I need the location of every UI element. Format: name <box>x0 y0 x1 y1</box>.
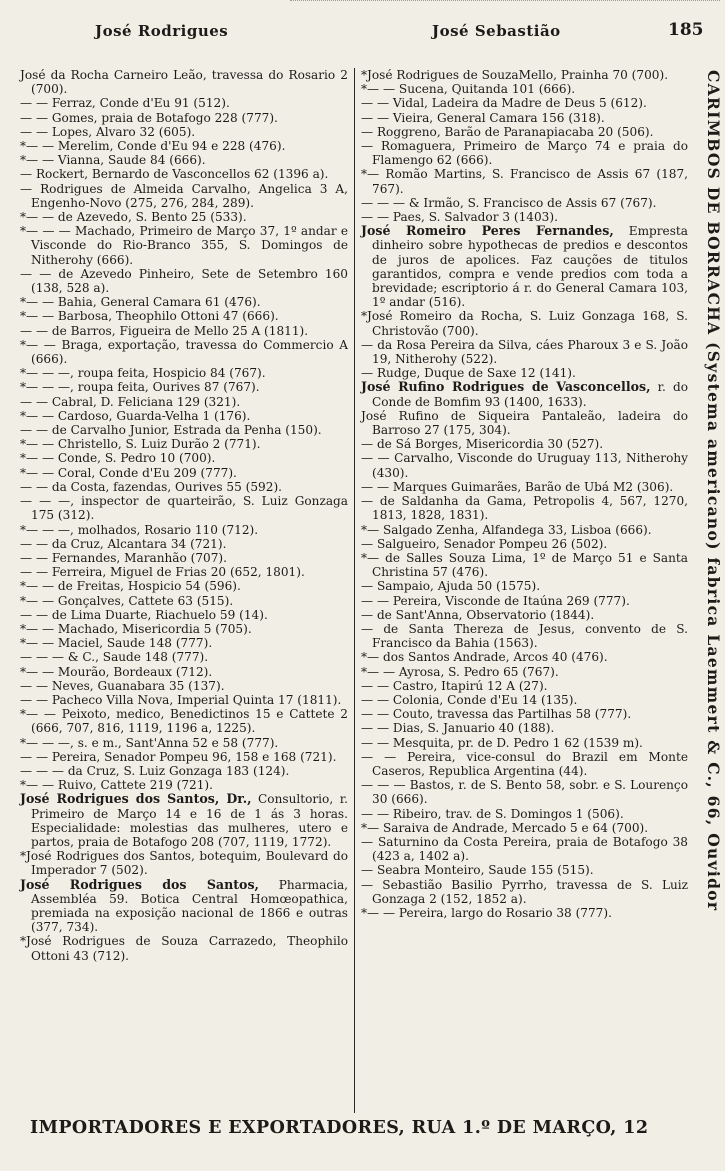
directory-entry: — — Marques Guimarães, Barão de Ubá M2 (306). <box>361 479 674 494</box>
directory-entry: *— — de Azevedo, S. Bento 25 (533). <box>20 210 247 225</box>
directory-entry: *— — Peixoto, medico, Benedictinos 15 e Cattete 2 (666, 707, 816, 1119, 1196 a, 1225). <box>20 707 348 736</box>
directory-entry: — — Pacheco Villa Nova, Imperial Quinta 17 (1811). <box>20 692 342 707</box>
directory-entry: — — Vidal, Ladeira da Madre de Deus 5 (612). <box>361 96 647 111</box>
directory-entry: — — Mesquita, pr. de D. Pedro 1 62 (1539 m). <box>361 735 643 750</box>
directory-entry: — — Gomes, praia de Botafogo 228 (777). <box>20 110 278 125</box>
directory-entry: *— — Mourão, Bordeaux (712). <box>20 664 213 679</box>
directory-entry: *— — Gonçalves, Cattete 63 (515). <box>20 593 234 608</box>
directory-entry: — Sebastião Basilio Pyrrho, travessa de S. Luiz Gonzaga 2 (152, 1852 a). <box>361 877 688 906</box>
directory-entry: *— — —, roupa feita, Hospicio 84 (767). <box>20 366 266 381</box>
entry-name-bold: José Rufino Rodrigues de Vasconcellos, <box>361 379 651 395</box>
directory-entry: — — Ferraz, Conde d'Eu 91 (512). <box>20 96 230 111</box>
directory-entry: — — Pereira, vice-consul do Brazil em Monte Caseros, Republica Argentina (44). <box>361 749 688 778</box>
directory-entry: *— Salgado Zenha, Alfandega 33, Lisboa (666). <box>361 522 652 537</box>
sidebar-advertisement: CARIMBOS DE BORRACHA (Systema americano) fabrica Laemmert & C., 66, Ouvidor <box>704 70 723 912</box>
directory-entry: — de Sant'Anna, Observatorio (1844). <box>361 607 595 622</box>
directory-entry: *— — Ayrosa, S. Pedro 65 (767). <box>361 664 559 679</box>
left-column <box>14 68 354 1113</box>
directory-entry: *— — Braga, exportação, travessa do Commercio A (666). <box>20 337 348 367</box>
directory-entry: *— Saraiva de Andrade, Mercado 5 e 64 (700). <box>361 820 649 835</box>
directory-entry: *José Romeiro da Rocha, S. Luiz Gonzaga 168, S. Christovão (700). <box>361 309 688 338</box>
directory-entry: — — Neves, Guanabara 35 (137). <box>20 678 225 693</box>
directory-entry: — Roggreno, Barão de Paranapiacaba 20 (506). <box>361 124 654 139</box>
directory-entry: — Rudge, Duque de Saxe 12 (141). <box>361 366 576 381</box>
directory-entry: *— — de Freitas, Hospicio 54 (596). <box>20 579 241 594</box>
directory-entry: — — Fernandes, Maranhão (707). <box>20 550 227 565</box>
directory-entry: *José Rodrigues de SouzaMello, Prainha 70 (700). <box>361 68 669 82</box>
directory-entry: — — de Azevedo Pinheiro, Sete de Setembro 160 (138, 528 a). <box>20 266 348 296</box>
directory-entry: *— — Christello, S. Luiz Durão 2 (771). <box>20 437 261 452</box>
two-column-listing <box>14 68 694 1113</box>
directory-entry: — — Pereira, Visconde de Itaúna 269 (777). <box>361 593 630 608</box>
directory-entry: *— — Coral, Conde d'Eu 209 (777). <box>20 465 237 480</box>
directory-entry: — — Dias, S. Januario 40 (188). <box>361 721 555 736</box>
directory-entry: — — Lopes, Alvaro 32 (605). <box>20 124 196 139</box>
directory-entry: — Seabra Monteiro, Saude 155 (515). <box>361 863 594 878</box>
directory-entry: *— — Merelim, Conde d'Eu 94 e 228 (476). <box>20 139 286 154</box>
entry-details: r. do Conde de Bomfim 93 (1400, 1633). <box>372 380 688 409</box>
directory-entry: *— — Maciel, Saude 148 (777). <box>20 636 213 651</box>
directory-entry: — — Vieira, General Camara 156 (318). <box>361 110 605 125</box>
directory-entry: — Saturnino da Costa Pereira, praia de Botafogo 38 (423 a, 1402 a). <box>361 834 688 864</box>
directory-entry: — — da Cruz, Alcantara 34 (721). <box>20 536 227 551</box>
directory-entry: — Sampaio, Ajuda 50 (1575). <box>361 579 541 594</box>
directory-entry: — — Castro, Itapirú 12 A (27). <box>361 678 548 693</box>
directory-entry: — — — Bastos, r. de S. Bento 58, sobr. e S. Lourenço 30 (666). <box>361 778 688 807</box>
directory-entry: *— de Salles Souza Lima, 1º de Março 51 e Santa Christina 57 (476). <box>361 550 688 580</box>
directory-entry: — de Sá Borges, Misericordia 30 (527). <box>361 437 604 452</box>
directory-entry <box>359 224 688 309</box>
directory-entry: — — Colonia, Conde d'Eu 14 (135). <box>361 692 578 707</box>
directory-entry: — — Carvalho, Visconde do Uruguay 113, Nitherohy (430). <box>361 451 688 480</box>
directory-entry: — — Couto, travessa das Partilhas 58 (777). <box>361 707 632 722</box>
directory-entry: *— — Pereira, largo do Rosario 38 (777). <box>361 905 612 920</box>
directory-entry: — — Ribeiro, trav. de S. Domingos 1 (506). <box>361 806 624 821</box>
entry-name-bold: José Rodrigues dos Santos, <box>20 876 259 892</box>
directory-entry: *— Romão Martins, S. Francisco de Assis 67 (187, 767). <box>361 167 688 196</box>
directory-entry: — — — & Irmão, S. Francisco de Assis 67 (767). <box>361 195 657 210</box>
directory-entry: *— dos Santos Andrade, Arcos 40 (476). <box>361 650 608 665</box>
entry-details: Pharmacia, Assembléa 59. Botica Central Homœopathica, premiada na exposição nacional de 1866 e outras (377, 734). <box>31 877 348 935</box>
page-number: 185 <box>668 20 704 40</box>
directory-entry: — — Ferreira, Miguel de Frias 20 (652, 1801). <box>20 565 305 580</box>
directory-entry: — — — & C., Saude 148 (777). <box>20 650 209 665</box>
directory-entry: — — de Lima Duarte, Riachuelo 59 (14). <box>20 607 268 622</box>
directory-entry: *— — Machado, Misericordia 5 (705). <box>20 621 252 636</box>
directory-entry: *— — Conde, S. Pedro 10 (700). <box>20 451 216 466</box>
directory-entry <box>18 878 348 935</box>
directory-entry: — de Saldanha da Gama, Petropolis 4, 567, 1270, 1813, 1828, 1831). <box>361 494 688 523</box>
directory-entry: — da Rosa Pereira da Silva, cáes Pharoux 3 e S. João 19, Nitherohy (522). <box>361 337 688 367</box>
directory-entry: — — de Barros, Figueira de Mello 25 A (1811). <box>20 323 309 338</box>
directory-entry: — — Paes, S. Salvador 3 (1403). <box>361 210 558 225</box>
directory-entry: — — — da Cruz, S. Luiz Gonzaga 183 (124). <box>20 763 290 778</box>
directory-entry: *— — —, roupa feita, Ourives 87 (767). <box>20 380 260 395</box>
directory-entry: José Rufino de Siqueira Pantaleão, ladeira do Barroso 27 (175, 304). <box>361 408 688 438</box>
directory-entry: *— — — Machado, Primeiro de Março 37, 1º andar e Visconde do Rio-Branco 355, S. Domingos de Nitherohy (666). <box>20 224 348 267</box>
directory-entry: *— — —, molhados, Rosario 110 (712). <box>20 522 259 537</box>
footer-advertisement: IMPORTADORES E EXPORTADORES, RUA 1.º DE MARÇO, 12 <box>30 1118 649 1138</box>
right-column <box>354 68 694 1113</box>
running-head-right: José Sebastião <box>432 22 561 40</box>
running-head-left: José Rodrigues <box>95 22 229 40</box>
entry-name-bold: José Rodrigues dos Santos, Dr., <box>20 791 252 807</box>
directory-entry: — Romaguera, Primeiro de Março 74 e praia do Flamengo 62 (666). <box>361 139 688 168</box>
directory-entry: — — da Costa, fazendas, Ourives 55 (592). <box>20 479 283 494</box>
directory-entry: *— — Barbosa, Theophilo Ottoni 47 (666). <box>20 309 279 324</box>
entry-details: Consultorio, r. Primeiro de Março 14 e 16 de 1 ás 3 horas. Especialidade: molestias das mulheres, utero e partos, praia de Botafogo 208 (707, 1119, 1772). <box>31 792 348 849</box>
directory-entry <box>359 380 688 408</box>
directory-entry: *José Rodrigues de Souza Carrazedo, Theophilo Ottoni 43 (712). <box>20 934 348 963</box>
directory-entry: *José Rodrigues dos Santos, botequim, Boulevard do Imperador 7 (502). <box>20 849 348 878</box>
directory-entry: — Rockert, Bernardo de Vasconcellos 62 (1396 a). <box>20 167 329 182</box>
directory-entry: *— — Sucena, Quitanda 101 (666). <box>361 82 576 97</box>
directory-entry: — Rodrigues de Almeida Carvalho, Angelica 3 A, Engenho-Novo (275, 276, 284, 289). <box>20 181 348 210</box>
directory-entry: *— — Ruivo, Cattete 219 (721). <box>20 778 213 793</box>
directory-entry <box>18 792 348 849</box>
directory-entry: *— — Vianna, Saude 84 (666). <box>20 153 206 168</box>
directory-entry: *— — —, s. e m., Sant'Anna 52 e 58 (777). <box>20 735 279 750</box>
directory-entry: *— — Cardoso, Guarda-Velha 1 (176). <box>20 408 251 423</box>
directory-entry: — — de Carvalho Junior, Estrada da Penha (150). <box>20 423 322 438</box>
entry-details: Empresta dinheiro sobre hypothecas de predios e descontos de juros de apolices. Faz cauções de titulos garantidos, compra e vende predios com toda a brevidade; escriptorio á r. do General Camara 103, 1º andar (516). <box>372 224 688 310</box>
directory-entry: — — Pereira, Senador Pompeu 96, 158 e 168 (721). <box>20 749 337 764</box>
entry-name-bold: José Romeiro Peres Fernandes, <box>361 223 614 239</box>
directory-entry: — — Cabral, D. Feliciana 129 (321). <box>20 394 241 409</box>
directory-entry: — de Santa Thereza de Jesus, convento de S. Francisco da Bahia (1563). <box>361 621 688 651</box>
directory-entry: José da Rocha Carneiro Leão, travessa do Rosario 2 (700). <box>20 68 348 97</box>
directory-entry: — Salgueiro, Senador Pompeu 26 (502). <box>361 536 608 551</box>
directory-entry: — — —, inspector de quarteirão, S. Luiz Gonzaga 175 (312). <box>20 494 348 523</box>
top-edge-print-noise <box>290 0 720 15</box>
directory-entry: *— — Bahia, General Camara 61 (476). <box>20 295 261 310</box>
